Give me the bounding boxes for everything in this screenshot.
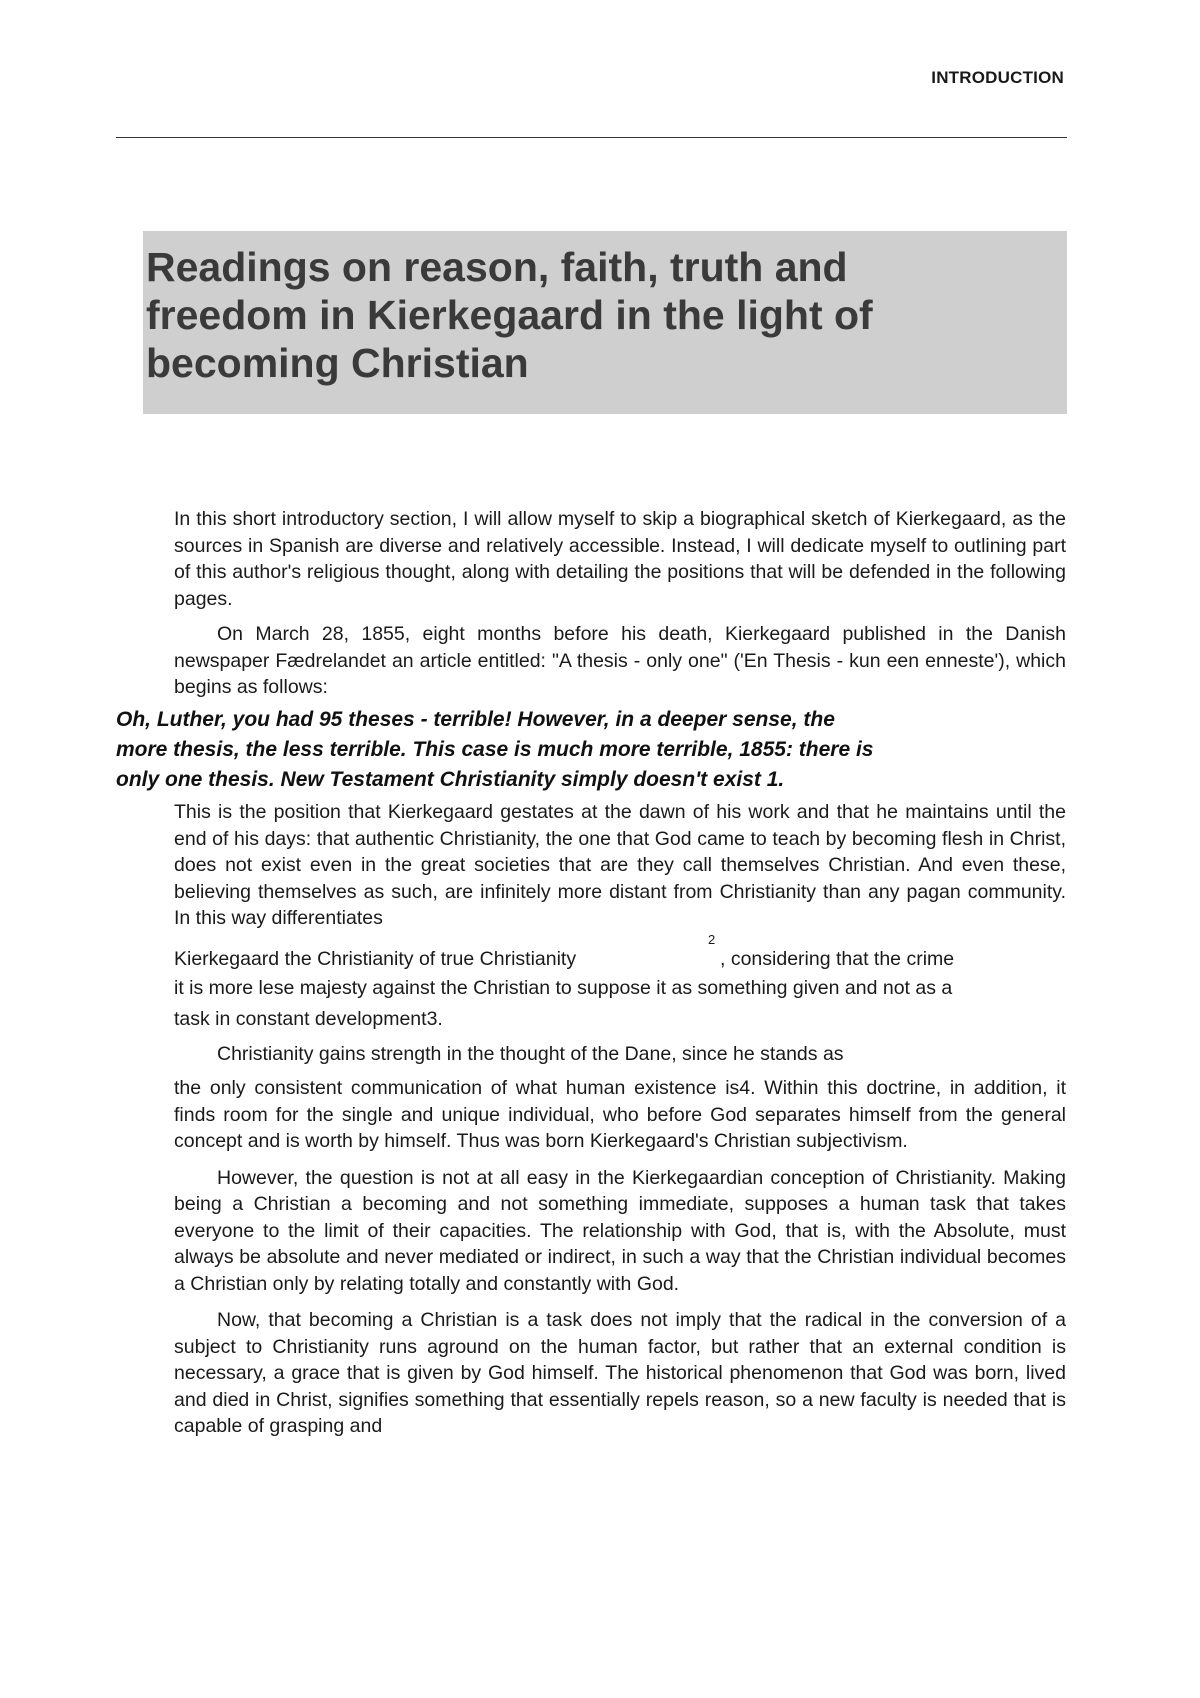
paragraph-intro: In this short introductory section, I will allow myself to skip a biographical sketch of Kierkegaard, as the sources in Spanish are diverse and relatively accessible. Instead, I will dedicate myself to outlining part of this author's religious thought, along with detailing the positions that will be defended in the following pages.: [174, 508, 1066, 610]
quote-line-3: only one thesis. New Testament Christianity simply doesn't exist 1.: [116, 768, 785, 791]
paragraph-position-line-6b: , considering that the crime: [720, 948, 955, 970]
quote-line-2: more thesis, the less terrible. This case is much more terrible, 1855: there is: [116, 738, 874, 761]
title-line-1: Readings on reason, faith, truth and: [146, 244, 848, 290]
body-text-upper: [174, 506, 1066, 701]
body-text-position: [174, 799, 1066, 932]
paragraph-position: This is the position that Kierkegaard gestates at the dawn of his work and that he maintains until the end of his days: that authentic Christianity, the one that God came to teach by becoming flesh in Christ, does not exist even in the great societies that are they call themselves Christian. And even these, believing themselves as such, are infinitely more distant from Christianity than any pagan community. In this way differentiates: [174, 801, 1066, 929]
body-text-lower: [174, 1075, 1066, 1440]
paragraph-strength: the only consistent communication of what human existence is4. Within this doctrine, in addition, it finds room for the single and unique individual, who before God separates himself from the general concept and is worth by himself. Thus was born Kierkegaard's Christian subjectivism.: [174, 1077, 1066, 1152]
title-line-2: freedom in Kierkegaard in the light of: [146, 292, 873, 338]
paragraph-question: However, the question is not at all easy in the Kierkegaardian conception of Christianity. Making being a Christian a becoming and not something immediate, supposes a human task that takes everyone to the limit of their capacities. The relationship with God, that is, with the Absolute, must always be absolute and never mediated or indirect, in such a way that the Christian individual becomes a Christian only by relating totally and constantly with God.: [174, 1166, 1066, 1295]
block-quote: [116, 705, 1016, 795]
title-box: [143, 231, 1067, 414]
header-divider: [116, 137, 1067, 138]
paragraph-position-line-6a: Kierkegaard the Christianity of true Christianity: [174, 948, 577, 970]
quote-line-1: Oh, Luther, you had 95 theses - terrible! However, in a deeper sense, the: [116, 708, 835, 731]
footnote-marker-2: 2: [708, 932, 716, 947]
paragraph-strength-line-1: Christianity gains strength in the thought of the Dane, since he stands as: [217, 1043, 844, 1065]
section-header-label: INTRODUCTION: [931, 68, 1064, 87]
paragraph-task: Now, that becoming a Christian is a task does not imply that the radical in the conversion of a subject to Christianity runs aground on the human factor, but rather that an external condition is necessary, a grace that is given by God himself. The historical phenomenon that God was born, lived and died in Christ, signifies something that essentially repels reason, so a new faculty is needed that is capable of grasping and: [174, 1309, 1066, 1437]
paragraph-position-line-8: task in constant development3.: [174, 1008, 443, 1030]
paragraph-thesis-article: On March 28, 1855, eight months before his death, Kierkegaard published in the Danish newspaper Fædrelandet an article entitled: "A thesis - only one" ('En Thesis - kun een enneste'), which begins as follows:: [174, 623, 1066, 698]
paragraph-position-line-7: it is more lese majesty against the Christian to suppose it as something given and not as a: [174, 977, 953, 999]
title-line-3: becoming Christian: [146, 340, 529, 386]
document-title: [146, 243, 1063, 387]
